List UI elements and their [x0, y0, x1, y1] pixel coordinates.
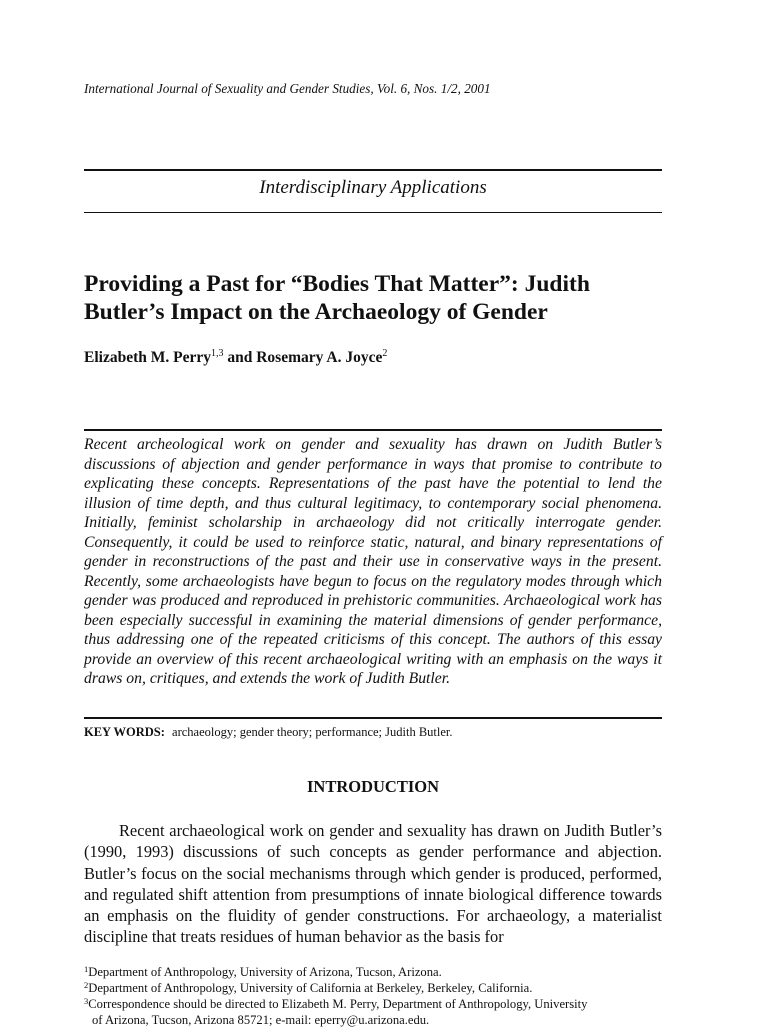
footnote-text: Department of Anthropology, University of Arizona, Tucson, Arizona. [88, 965, 442, 979]
footnote [84, 996, 662, 1012]
article-title: Providing a Past for “Bodies That Matter”: Judith Butler’s Impact on the Archaeology of Gender [84, 271, 590, 325]
section-heading: INTRODUCTION [306, 777, 440, 796]
footnote-number: 3 [84, 996, 89, 1006]
author-name: Rosemary A. Joyce [256, 349, 383, 366]
footnote-text: Correspondence should be directed to Elizabeth M. Perry, Department of Anthropology, University [88, 997, 588, 1011]
body-paragraph: Recent archaeological work on gender and sexuality has drawn on Judith Butler’s (1990, 1993) discussions of such concepts as gender performance and abjection. Butler’s focus on the social mechanisms through which gender is produced, performed, and regulated shift attention from presumptions of innate biological difference towards an emphasis on the fluidity of gender constructions. For archaeology, a materialist discipline that treats residues of human behavior as the basis for [84, 821, 662, 947]
author-line [84, 349, 387, 367]
keywords [84, 725, 453, 740]
top-rule [84, 169, 662, 171]
author-connector: and [223, 349, 257, 366]
footnote-number: 1 [84, 964, 89, 974]
footnote [84, 980, 662, 996]
journal-citation: International Journal of Sexuality and Gender Studies, Vol. 6, Nos. 1/2, 2001 [84, 81, 491, 96]
author-name: Elizabeth M. Perry [84, 349, 211, 366]
keywords-label: KEY WORDS: [84, 725, 165, 739]
keywords-value: archaeology; gender theory; performance; Judith Butler. [172, 725, 453, 739]
footnote-text: Department of Anthropology, University of California at Berkeley, Berkeley, California. [88, 981, 533, 995]
abstract: Recent archeological work on gender and sexuality has drawn on Judith Butler’s discussions of abjection and gender performance in ways that promise to contribute to explicating these concepts. Representations of the past have the potential to lend the illusion of time depth, and thus cultural legitimacy, to contemporary social phenomena. Initially, feminist scholarship in archaeology did not critically interrogate gender. Consequently, it could be used to reinforce static, natural, and binary representations of gender in reconstructions of the past and their use in conservative ways in the present. Recently, some archaeologists have begun to focus on the regulatory modes through which gender was produced and reproduced in prehistoric communities. Archaeological work has been especially successful in examining the material dimensions of gender performance, thus addressing one of the repeated criticisms of this concept. The authors of this essay provide an overview of this recent archaeological writing with an emphasis on the ways it draws on, critiques, and extends the work of Judith Butler. [84, 436, 662, 687]
footnote-continuation: of Arizona, Tucson, Arizona 85721; e-mail: eperry@u.arizona.edu. [92, 1013, 430, 1027]
section-label: Interdisciplinary Applications [259, 177, 487, 198]
author-affiliation-marker: 1,3 [210, 348, 224, 359]
footnote-number: 2 [84, 980, 89, 990]
footnote [84, 964, 662, 980]
footnotes [84, 964, 662, 1028]
abstract-bottom-rule [84, 717, 662, 719]
abstract-top-rule [84, 429, 662, 431]
section-rule [84, 212, 662, 213]
author-affiliation-marker: 2 [382, 348, 388, 359]
